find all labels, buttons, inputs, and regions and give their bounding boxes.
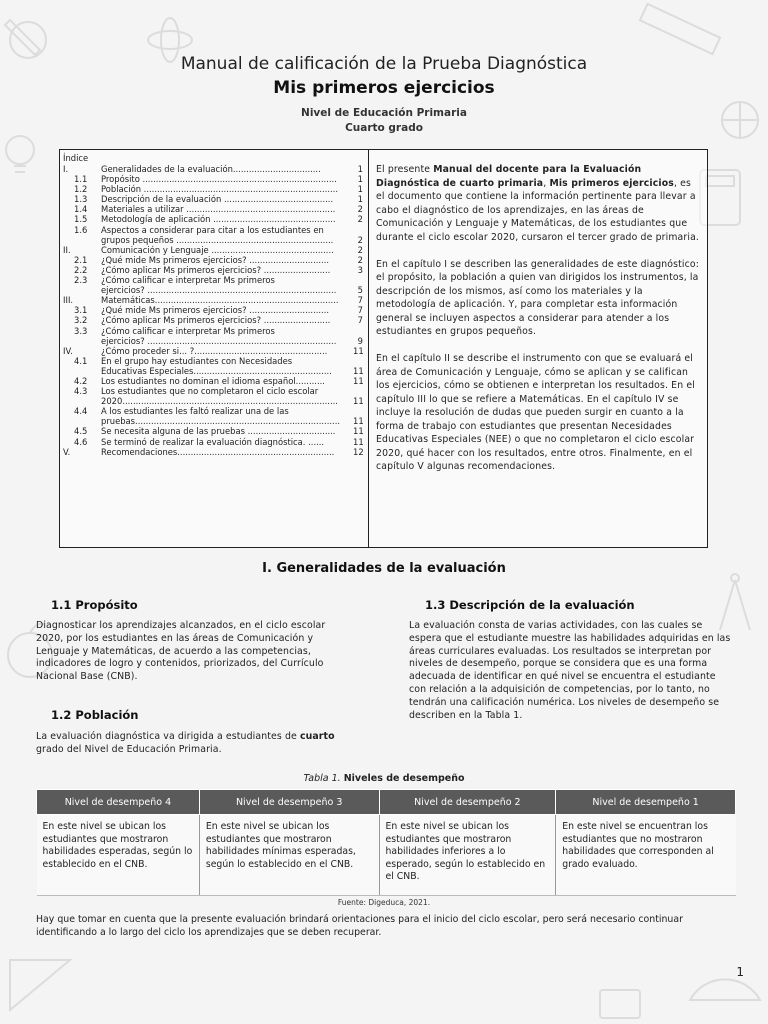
toc-entry-number: 4.1	[74, 355, 88, 366]
grade-label: Cuarto grado	[345, 122, 423, 134]
toc-entry-text: ejercicios? .......................................................................	[101, 335, 337, 346]
toc-entry-page: 2	[357, 244, 363, 255]
toc-entry	[63, 447, 363, 457]
toc-entry-number: 1.1	[74, 174, 88, 185]
toc-entry-number: I.	[63, 164, 69, 174]
toc-entry-page: 7	[357, 295, 363, 306]
footer-note: Hay que tomar en cuenta que la presente evaluación brindará orientaciones para el inicio del ciclo escolar, pero será necesario continuar identificando a lo largo del ciclo los aprendizajes que se deben recuperar.	[36, 914, 683, 938]
toc-entry	[63, 326, 363, 336]
toc-entry	[63, 356, 363, 366]
toc-heading: Índice	[63, 153, 89, 163]
toc-entry-number: II.	[63, 244, 71, 255]
toc-entry	[63, 416, 363, 426]
toc-entry	[63, 406, 363, 416]
toc-entry-text: Los estudiantes que no completaron el ciclo escolar	[101, 386, 319, 397]
toc-entry-page: 11	[353, 436, 364, 447]
page-number: 1	[736, 965, 744, 979]
table-caption: Tabla 1. Niveles de desempeño	[303, 773, 465, 784]
toc-entry	[63, 204, 363, 214]
toc-entry-text: Generalidades de la evaluación.................................	[101, 164, 321, 174]
toc-entry-page: 11	[353, 345, 364, 356]
toc-entry-number: 3.2	[74, 315, 88, 326]
toc-entry-number: 4.4	[74, 406, 88, 417]
toc-entry	[63, 184, 363, 194]
table-header-nivel-2: Nivel de desempeño 2	[379, 790, 556, 815]
toc-entry-text: ejercicios? .......................................................................	[101, 285, 337, 296]
table-cell-nivel-1: En este nivel se encuentran los estudiantes que no mostraron habilidades que corresponden al grado evaluado.	[556, 815, 736, 896]
section-title: I. Generalidades de la evaluación	[262, 561, 506, 576]
toc-entry-text: Población .........................................................................	[101, 184, 339, 195]
toc-entry	[63, 194, 363, 204]
toc-entry-page: 7	[357, 315, 363, 326]
table-cell-nivel-4: En este nivel se ubican los estudiantes que mostraron habilidades esperadas, según lo establecido en el CNB.	[37, 815, 200, 896]
toc-entry-page: 2	[357, 214, 363, 225]
toc-entry-number: 4.3	[74, 386, 88, 397]
toc-entry-number: 3.3	[74, 325, 88, 336]
table-header-nivel-1: Nivel de desempeño 1	[556, 790, 736, 815]
subsection-1-2-title: 1.2 Población	[51, 708, 139, 722]
toc-entry	[63, 295, 363, 305]
education-level: Nivel de Educación Primaria	[301, 107, 467, 119]
intro-paragraph-2: En el capítulo I se describen las generalidades de este diagnóstico: el propósito, la población a quien van dirigidos los instrumentos, la descripción de los mismos, así como los materiales y la metodología de aplicación. Y, para completar esta información general se incluyen aspectos a considerar para atender a los estudiantes en grupos pequeños.	[376, 258, 700, 337]
toc-entry-page: 12	[353, 446, 364, 457]
toc-entry-number: 1.5	[74, 214, 88, 225]
toc-entry-number: 2.3	[74, 275, 88, 286]
toc-entry-page: 3	[357, 264, 363, 275]
toc-entry-text: Descripción de la evaluación .........................................	[101, 194, 334, 205]
toc-entry-text: Se terminó de realizar la evaluación diagnóstica. ......	[101, 436, 325, 447]
toc-entry	[63, 255, 363, 265]
table-of-contents	[63, 153, 363, 457]
toc-entry-number: 4.6	[74, 436, 88, 447]
intro-paragraph-3: En el capítulo II se describe el instrumento con que se evaluará el área de Comunicación y Lenguaje, cómo se aplican y se califican los ejercicios, cómo se obtienen e interpretan los resultados. En el capítulo III lo que se refiere a Matemáticas. En el capítulo IV se incluye la resolución de dudas que pueden surgir en cuanto a la forma de trabajo con estudiantes que presentan Necesidades Educativas Especiales (NEE) o que no completaron el ciclo escolar 2020, qué hacer con los resultados, entre otros. Finalmente, en el capítulo V algunas recomendaciones.	[376, 353, 695, 472]
toc-entry-number: 3.1	[74, 305, 88, 316]
toc-entry	[63, 214, 363, 224]
toc-entry-text: ¿Cómo calificar e interpretar Ms primeros	[101, 325, 275, 336]
toc-entry	[63, 164, 363, 174]
toc-entry-text: A los estudiantes les faltó realizar una de las	[101, 406, 289, 417]
toc-entry-number: 1.4	[74, 204, 88, 215]
intro-text	[376, 163, 701, 487]
performance-levels-table	[36, 789, 736, 896]
toc-entry-text: pruebas.............................................................................	[101, 416, 341, 427]
toc-entry-text: Aspectos a considerar para citar a los estudiantes en	[101, 224, 324, 235]
toc-entry-number: 1.6	[74, 224, 88, 235]
toc-entry	[63, 437, 363, 447]
box-divider	[368, 149, 369, 547]
toc-entry-page: 11	[353, 416, 364, 427]
toc-entry-page: 1	[357, 184, 363, 195]
toc-entry	[63, 305, 363, 315]
toc-entry-page: 11	[353, 426, 364, 437]
toc-entry	[63, 366, 363, 376]
toc-entry-text: ¿Qué mide Ms primeros ejercicios? ..............................	[101, 305, 330, 316]
toc-entry-text: Se necesita alguna de las pruebas .................................	[101, 426, 336, 437]
toc-entry-number: 4.5	[74, 426, 88, 437]
toc-entry	[63, 426, 363, 436]
toc-entry-text: Matemáticas.....................................................................	[101, 295, 339, 306]
toc-entry-number: 2.2	[74, 264, 88, 275]
table-cell-nivel-2: En este nivel se ubican los estudiantes que mostraron habilidades inferiores a lo esperado, según lo establecido en el CNB.	[379, 815, 556, 896]
toc-entry	[63, 245, 363, 255]
table-source: Fuente: Digeduca, 2021.	[337, 898, 431, 907]
subsection-1-3-text: La evaluación consta de varias actividades, con las cuales se espera que el estudiante muestre las habilidades adquiridas en las áreas curriculares evaluadas. Los resultados se interpretan por niveles de desempeño, porque se considera que es una forma adecuada de identificar en qué nivel se encuentra el estudiante con relación a la adquisición de competencias, por lo tanto, no tendrán una calificación numérica. Los niveles de desempeño se describen en la Tabla 1.	[409, 620, 731, 721]
intro-paragraph-1: El presente Manual del docente para la Evaluación Diagnóstica de cuarto primaria, Mis primeros ejercicios, es el documento que contiene la información pertinente para llevar a cabo el diagnóstico de los aprendizajes, en las áreas de Comunicación y Lenguaje y Matemáticas, de los estudiantes que durante el ciclo escolar 2020, cursaron el tercer grado de primaria.	[376, 164, 700, 243]
toc-entry-text: Los estudiantes no dominan el idioma español...........	[101, 375, 325, 386]
toc-entry	[63, 396, 363, 406]
toc-entry-number: IV.	[63, 345, 73, 356]
toc-entry	[63, 346, 363, 356]
toc-entry-page: 11	[353, 375, 364, 386]
toc-entry-page: 1	[357, 164, 363, 174]
toc-entry-number: III.	[63, 295, 74, 306]
toc-entry-page: 2	[357, 204, 363, 215]
toc-entry	[63, 376, 363, 386]
toc-entry-page: 2	[357, 234, 363, 245]
toc-entry	[63, 235, 363, 245]
toc-entry	[63, 275, 363, 285]
toc-entry-text: Educativas Especiales....................................................	[101, 365, 332, 376]
toc-entry-text: Metodología de aplicación ..............................................	[101, 214, 336, 225]
toc-entry-text: grupos pequeños ...........................................................	[101, 234, 334, 245]
toc-entry-text: Materiales a utilizar ........................................................	[101, 204, 336, 215]
toc-entry-page: 1	[357, 194, 363, 205]
toc-entry	[63, 386, 363, 396]
toc-entry-text: Recomendaciones...........................................................	[101, 446, 335, 457]
toc-entry-text: Comunicación y Lenguaje ..............................................	[101, 244, 334, 255]
manual-title: Manual de calificación de la Prueba Diagnóstica	[180, 54, 588, 74]
toc-entry-page: 5	[357, 285, 363, 296]
toc-entry-page: 9	[357, 335, 363, 346]
toc-entry-number: 1.3	[74, 194, 88, 205]
subsection-1-2-text: La evaluación diagnóstica va dirigida a estudiantes de cuarto grado del Nivel de Educación Primaria.	[36, 731, 335, 755]
toc-entry-page: 1	[357, 174, 363, 185]
toc-entry-page: 11	[353, 396, 364, 407]
manual-subtitle: Mis primeros ejercicios	[273, 78, 495, 98]
toc-entry-number: 2.1	[74, 254, 88, 265]
toc-entry	[63, 225, 363, 235]
toc-entry-page: 2	[357, 254, 363, 265]
toc-entry-text: Propósito .........................................................................	[101, 174, 337, 185]
subsection-1-3-title: 1.3 Descripción de la evaluación	[425, 598, 635, 612]
toc-entry-text: ¿Cómo calificar e interpretar Ms primeros	[101, 275, 275, 286]
toc-entry-text: ¿Cómo aplicar Ms primeros ejercicios? .........................	[101, 315, 331, 326]
toc-entry-text: ¿Cómo proceder si... ?..................................................	[101, 345, 328, 356]
toc-entry-number: V.	[63, 446, 71, 457]
toc-entry	[63, 174, 363, 184]
toc-entry	[63, 336, 363, 346]
subsection-1-1-title: 1.1 Propósito	[51, 598, 138, 612]
toc-entry	[63, 285, 363, 295]
toc-entry-text: ¿Cómo aplicar Ms primeros ejercicios? .........................	[101, 264, 331, 275]
table-cell-nivel-3: En este nivel se ubican los estudiantes que mostraron habilidades mínimas esperadas, según lo establecido en el CNB.	[199, 815, 379, 896]
toc-entry-number: 1.2	[74, 184, 88, 195]
toc-entry	[63, 315, 363, 325]
toc-entry-page: 11	[353, 365, 364, 376]
table-header-nivel-4: Nivel de desempeño 4	[37, 790, 200, 815]
toc-entry-text: 2020.................................................................................	[101, 396, 338, 407]
toc-entry-text: ¿Qué mide Ms primeros ejercicios? ..............................	[101, 254, 330, 265]
toc-entry-page: 7	[357, 305, 363, 316]
toc-entry	[63, 265, 363, 275]
table-header-nivel-3: Nivel de desempeño 3	[199, 790, 379, 815]
toc-entry-text: En el grupo hay estudiantes con Necesidades	[101, 355, 293, 366]
toc-entry-number: 4.2	[74, 375, 88, 386]
subsection-1-1-text: Diagnosticar los aprendizajes alcanzados, en el ciclo escolar 2020, por los estudiantes en las áreas de Comunicación y Lenguaje y Matemáticas, de acuerdo a las competencias, indicadores de logro y contenidos, priorizados, del Currículo Nacional Base (CNB).	[36, 620, 326, 683]
